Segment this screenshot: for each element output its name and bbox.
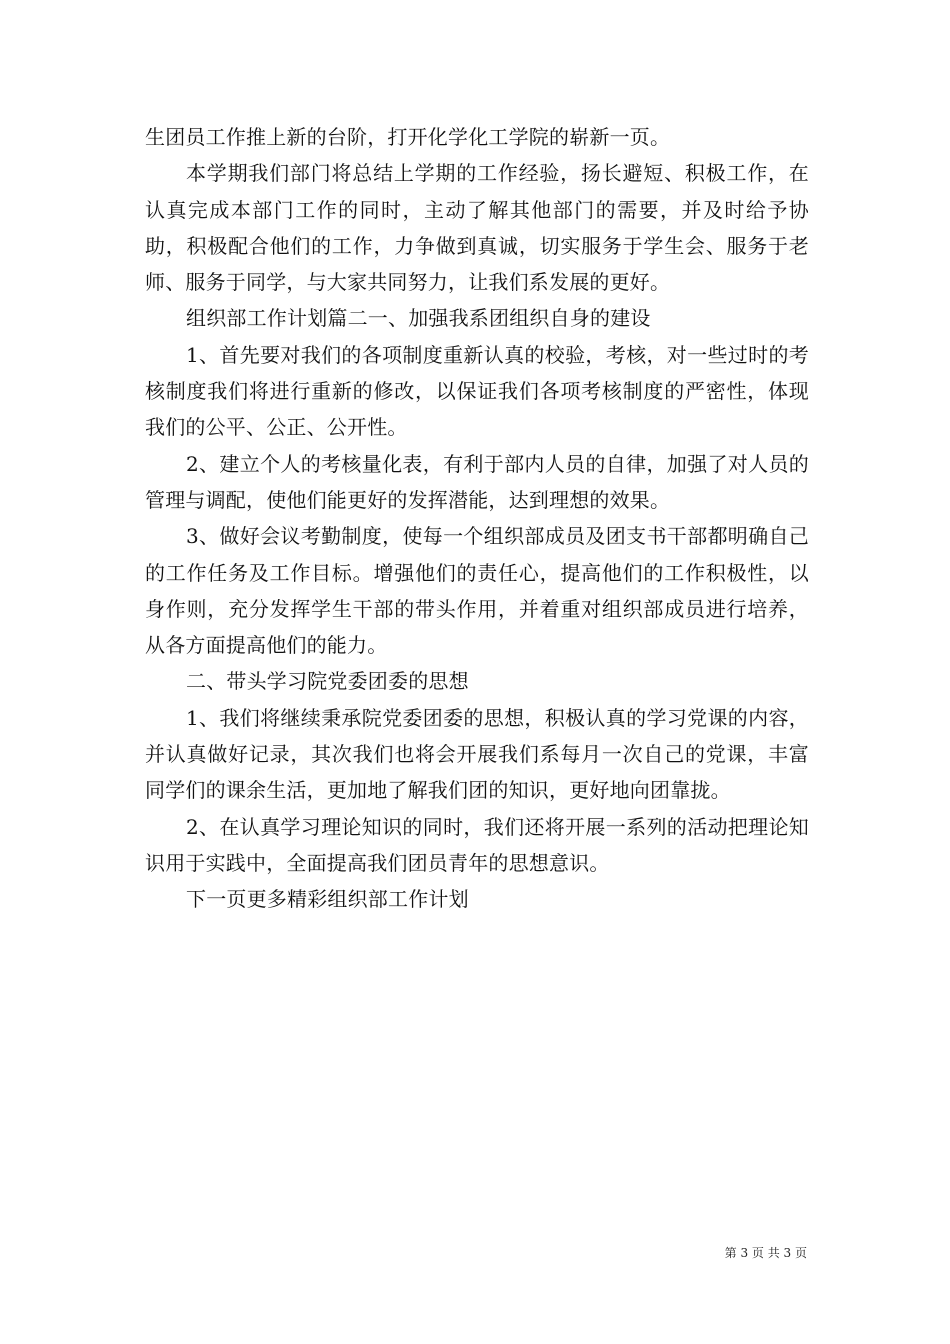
paragraph-10-next-page: 下一页更多精彩组织部工作计划 — [186, 887, 469, 912]
page-number: 第 3 页 共 3 页 — [724, 1246, 807, 1260]
paragraph-6: 3、做好会议考勤制度，使每一个组织部成员及团支书干部都明确自己的工作任务及工作目标。增强他们的责任心，提高他们的工作积极性，以身作则，充分发挥学生干部的带头作用，并着重对组织部成员进行培养，从各方面提高他们的能力。 — [145, 524, 809, 658]
paragraph-7-heading: 二、带头学习院党委团委的思想 — [186, 669, 469, 694]
paragraph-8: 1、我们将继续秉承院党委团委的思想，积极认真的学习党课的内容，并认真做好记录，其次我们也将会开展我们系每月一次自己的党课，丰富同学们的课余生活，更加地了解我们团的知识，更好地向团靠拢。 — [145, 705, 809, 803]
paragraph-5: 2、建立个人的考核量化表，有利于部内人员的自律，加强了对人员的管理与调配，使他们能更好的发挥潜能，达到理想的效果。 — [145, 451, 809, 512]
paragraph-2: 本学期我们部门将总结上学期的工作经验，扬长避短、积极工作，在认真完成本部门工作的同时，主动了解其他部门的需要，并及时给予协助，积极配合他们的工作，力争做到真诚，切实服务于学生会、服务于老师、服务于同学，与大家共同努力，让我们系发展的更好。 — [145, 161, 809, 295]
paragraph-9: 2、在认真学习理论知识的同时，我们还将开展一系列的活动把理论知识用于实践中，全面提高我们团员青年的思想意识。 — [145, 814, 809, 875]
document-body — [145, 119, 809, 918]
paragraph-3-heading: 组织部工作计划篇二一、加强我系团组织自身的建设 — [186, 306, 651, 331]
paragraph-1: 生团员工作推上新的台阶，打开化学化工学院的崭新一页。 — [145, 125, 671, 149]
paragraph-4: 1、首先要对我们的各项制度重新认真的校验，考核，对一些过时的考核制度我们将进行重新的修改，以保证我们各项考核制度的严密性，体现我们的公平、公正、公开性。 — [145, 342, 809, 440]
